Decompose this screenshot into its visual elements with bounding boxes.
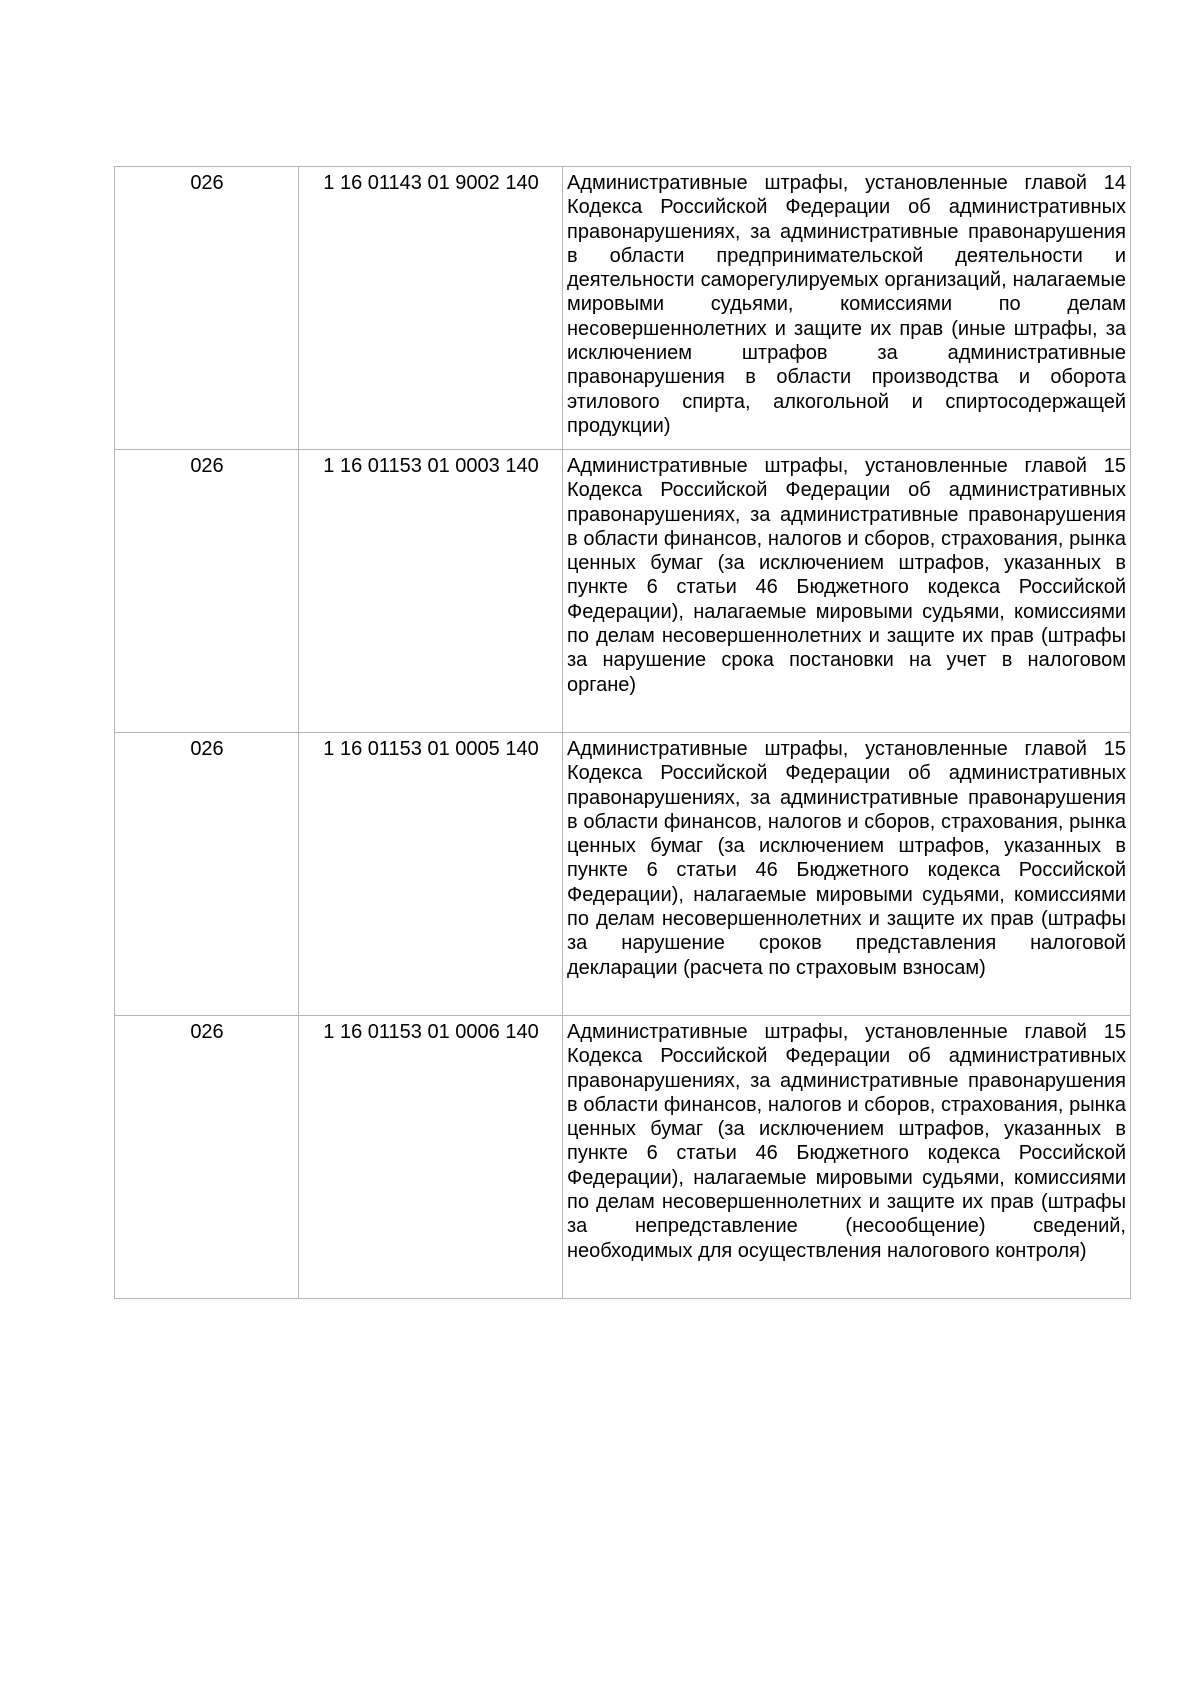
table-row: [115, 450, 1131, 733]
revenue-name-cell: [563, 167, 1131, 449]
revenue-name-cell: [563, 733, 1131, 1015]
admin-code: 026: [190, 1021, 224, 1043]
table-row: [115, 733, 1131, 1016]
kbk-cell: [299, 450, 563, 732]
admin-code-cell: [115, 450, 299, 732]
table-row: [115, 1016, 1131, 1299]
admin-code: 026: [190, 738, 224, 760]
revenue-name: Административные штрафы, установленные главой 15 Кодекса Российской Федерации об административных правонарушениях, за административные правонарушения в области финансов, налогов и сборов, страхования, рынка ценных бумаг (за исключением штрафов, указанных в пункте 6 статьи 46 Бюджетного кодекса Российской Федерации), налагаемые мировыми судьями, комиссиями по делам несовершеннолетних и защите их прав (штрафы за нарушение сроков представления налоговой декларации (расчета по страховым взносам): [567, 738, 1126, 979]
revenue-name: Административные штрафы, установленные главой 14 Кодекса Российской Федерации об административных правонарушениях, за административные правонарушения в области предпринимательской деятельности и деятельности саморегулируемых организаций, налагаемые мировыми судьями, комиссиями по делам несовершеннолетних и защите их прав (иные штрафы, за исключением штрафов за административные правонарушения в области производства и оборота этилового спирта, алкогольной и спиртосодержащей продукции): [567, 172, 1126, 437]
admin-code-cell: [115, 1016, 299, 1298]
admin-code-cell: [115, 167, 299, 449]
admin-code-cell: [115, 733, 299, 1015]
revenue-name-cell: [563, 450, 1131, 732]
kbk-cell: [299, 167, 563, 449]
admin-code: 026: [190, 172, 224, 194]
table-row: [115, 167, 1131, 450]
budget-codes-table: [114, 166, 1131, 1299]
kbk-cell: [299, 1016, 563, 1298]
kbk-code: 1 16 01153 01 0003 140: [323, 455, 539, 477]
revenue-name: Административные штрафы, установленные главой 15 Кодекса Российской Федерации об административных правонарушениях, за административные правонарушения в области финансов, налогов и сборов, страхования, рынка ценных бумаг (за исключением штрафов, указанных в пункте 6 статьи 46 Бюджетного кодекса Российской Федерации), налагаемые мировыми судьями, комиссиями по делам несовершеннолетних и защите их прав (штрафы за непредставление (несообщение) сведений, необходимых для осуществления налогового контроля): [567, 1021, 1126, 1262]
kbk-code: 1 16 01143 01 9002 140: [323, 172, 539, 194]
revenue-name-cell: [563, 1016, 1131, 1298]
kbk-cell: [299, 733, 563, 1015]
admin-code: 026: [190, 455, 224, 477]
revenue-name: Административные штрафы, установленные главой 15 Кодекса Российской Федерации об административных правонарушениях, за административные правонарушения в области финансов, налогов и сборов, страхования, рынка ценных бумаг (за исключением штрафов, указанных в пункте 6 статьи 46 Бюджетного кодекса Российской Федерации), налагаемые мировыми судьями, комиссиями по делам несовершеннолетних и защите их прав (штрафы за нарушение срока постановки на учет в налоговом органе): [567, 455, 1126, 696]
kbk-code: 1 16 01153 01 0006 140: [323, 1021, 539, 1043]
kbk-code: 1 16 01153 01 0005 140: [323, 738, 539, 760]
